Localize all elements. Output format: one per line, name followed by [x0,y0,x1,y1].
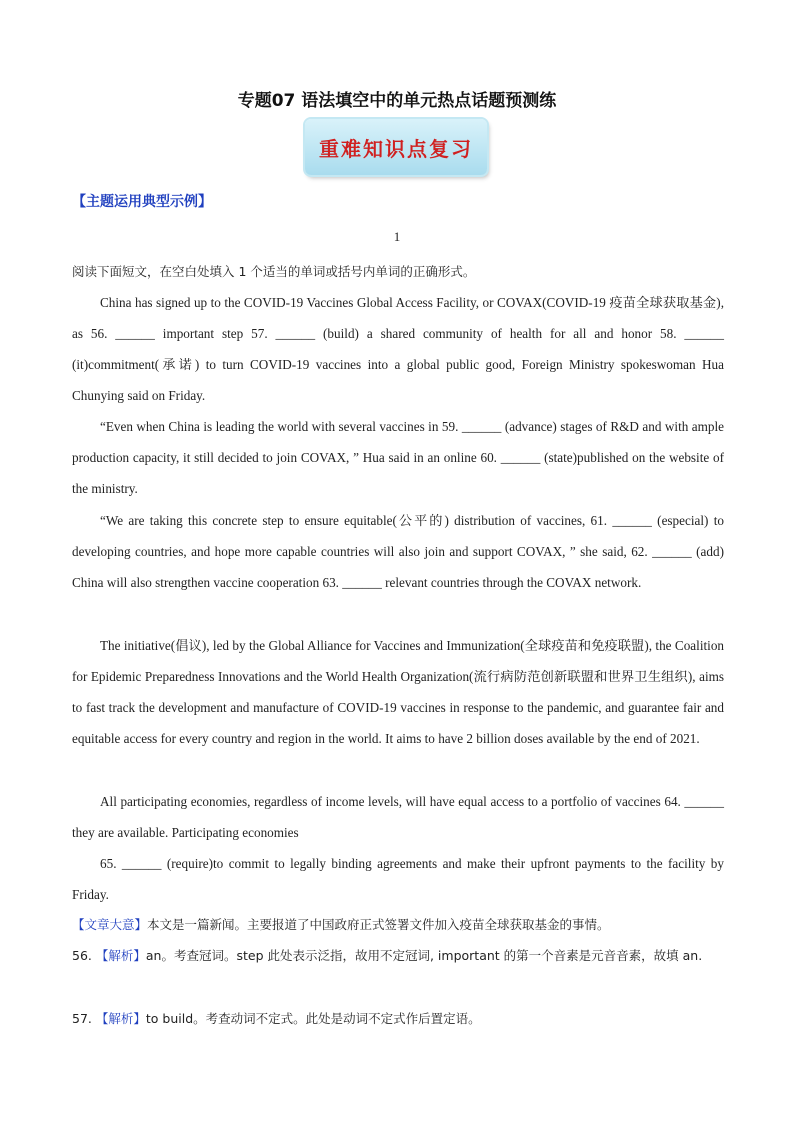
section-heading: 【主题运用典型示例】 [72,194,212,210]
paragraph-3: “We are taking this concrete step to ensure equitable(公平的) distribution of vaccines, 61. ______ (especial) to developing countries, and hope more capable countries will also join and support COVAX, ” she said, 62. ______ (add) China will also strengthen vaccine cooperation 63. ______ relevant countries through the COVAX network. [72,513,724,590]
answer-text: to build。考查动词不定式。此处是动词不定式作后置定语。 [145,1011,481,1026]
summary-text: 本文是一篇新闻。主要报道了中国政府正式签署文件加入疫苗全球获取基金的事情。 [147,917,610,932]
summary-label: 【文章大意】 [72,917,148,932]
paragraph-2: “Even when China is leading the world with several vaccines in 59. ______ (advance) stages of R&D and with ample production capacity, it still decided to join COVAX, ” Hua said in an online 60. ______ (state)published on the website of the ministry. [72,419,724,496]
passage-number: 1 [393,229,401,244]
answer-56 [72,940,724,971]
page-title: 专题07 语法填空中的单元热点话题预测练 [237,91,557,111]
answer-number: 57. [72,1011,92,1026]
answer-label: 【解析】 [95,948,146,963]
answer-label: 【解析】 [95,1011,146,1026]
answer-57 [72,1003,724,1034]
paragraph-5: All participating economies, regardless of income levels, will have equal access to a portfolio of vaccines 64. ______ they are available. Participating economies [72,794,724,840]
summary [72,909,724,940]
instruction: 阅读下面短文，在空白处填入 1 个适当的单词或括号内单词的正确形式。 [72,264,476,279]
badge-label: 重难知识点复习 [319,136,473,161]
section-badge [305,119,487,175]
paragraph-6: 65. ______ (require)to commit to legally binding agreements and make their upfront payments to the facility by Friday. [72,856,724,902]
paragraph-1: China has signed up to the COVID-19 Vaccines Global Access Facility, or COVAX(COVID-19 疫苗全球获取基金), as 56. ______ important step 57. ______ (build) a shared community of health for all and honor 58. ______ (it)commitment(承诺) to turn COVID-19 vaccines into a global public good, Foreign Ministry spokeswoman Hua Chunying said on Friday. [72,295,724,403]
answer-number: 56. [72,948,92,963]
paragraph-4: The initiative(倡议), led by the Global Alliance for Vaccines and Immunization(全球疫苗和免疫联盟), the Coalition for Epidemic Preparedness Innovations and the World Health Organization(流行病防范创新联盟和世界卫生组织), aims to fast track the development and manufacture of COVID-19 vaccines in response to the pandemic, and guarantee fair and equitable access for every country and region in the world. It aims to have 2 billion doses available by the end of 2021. [72,638,725,746]
answer-text: an。考查冠词。step 此处表示泛指，故用不定冠词, important 的第一个音素是元音音素，故填 an. [145,948,703,963]
